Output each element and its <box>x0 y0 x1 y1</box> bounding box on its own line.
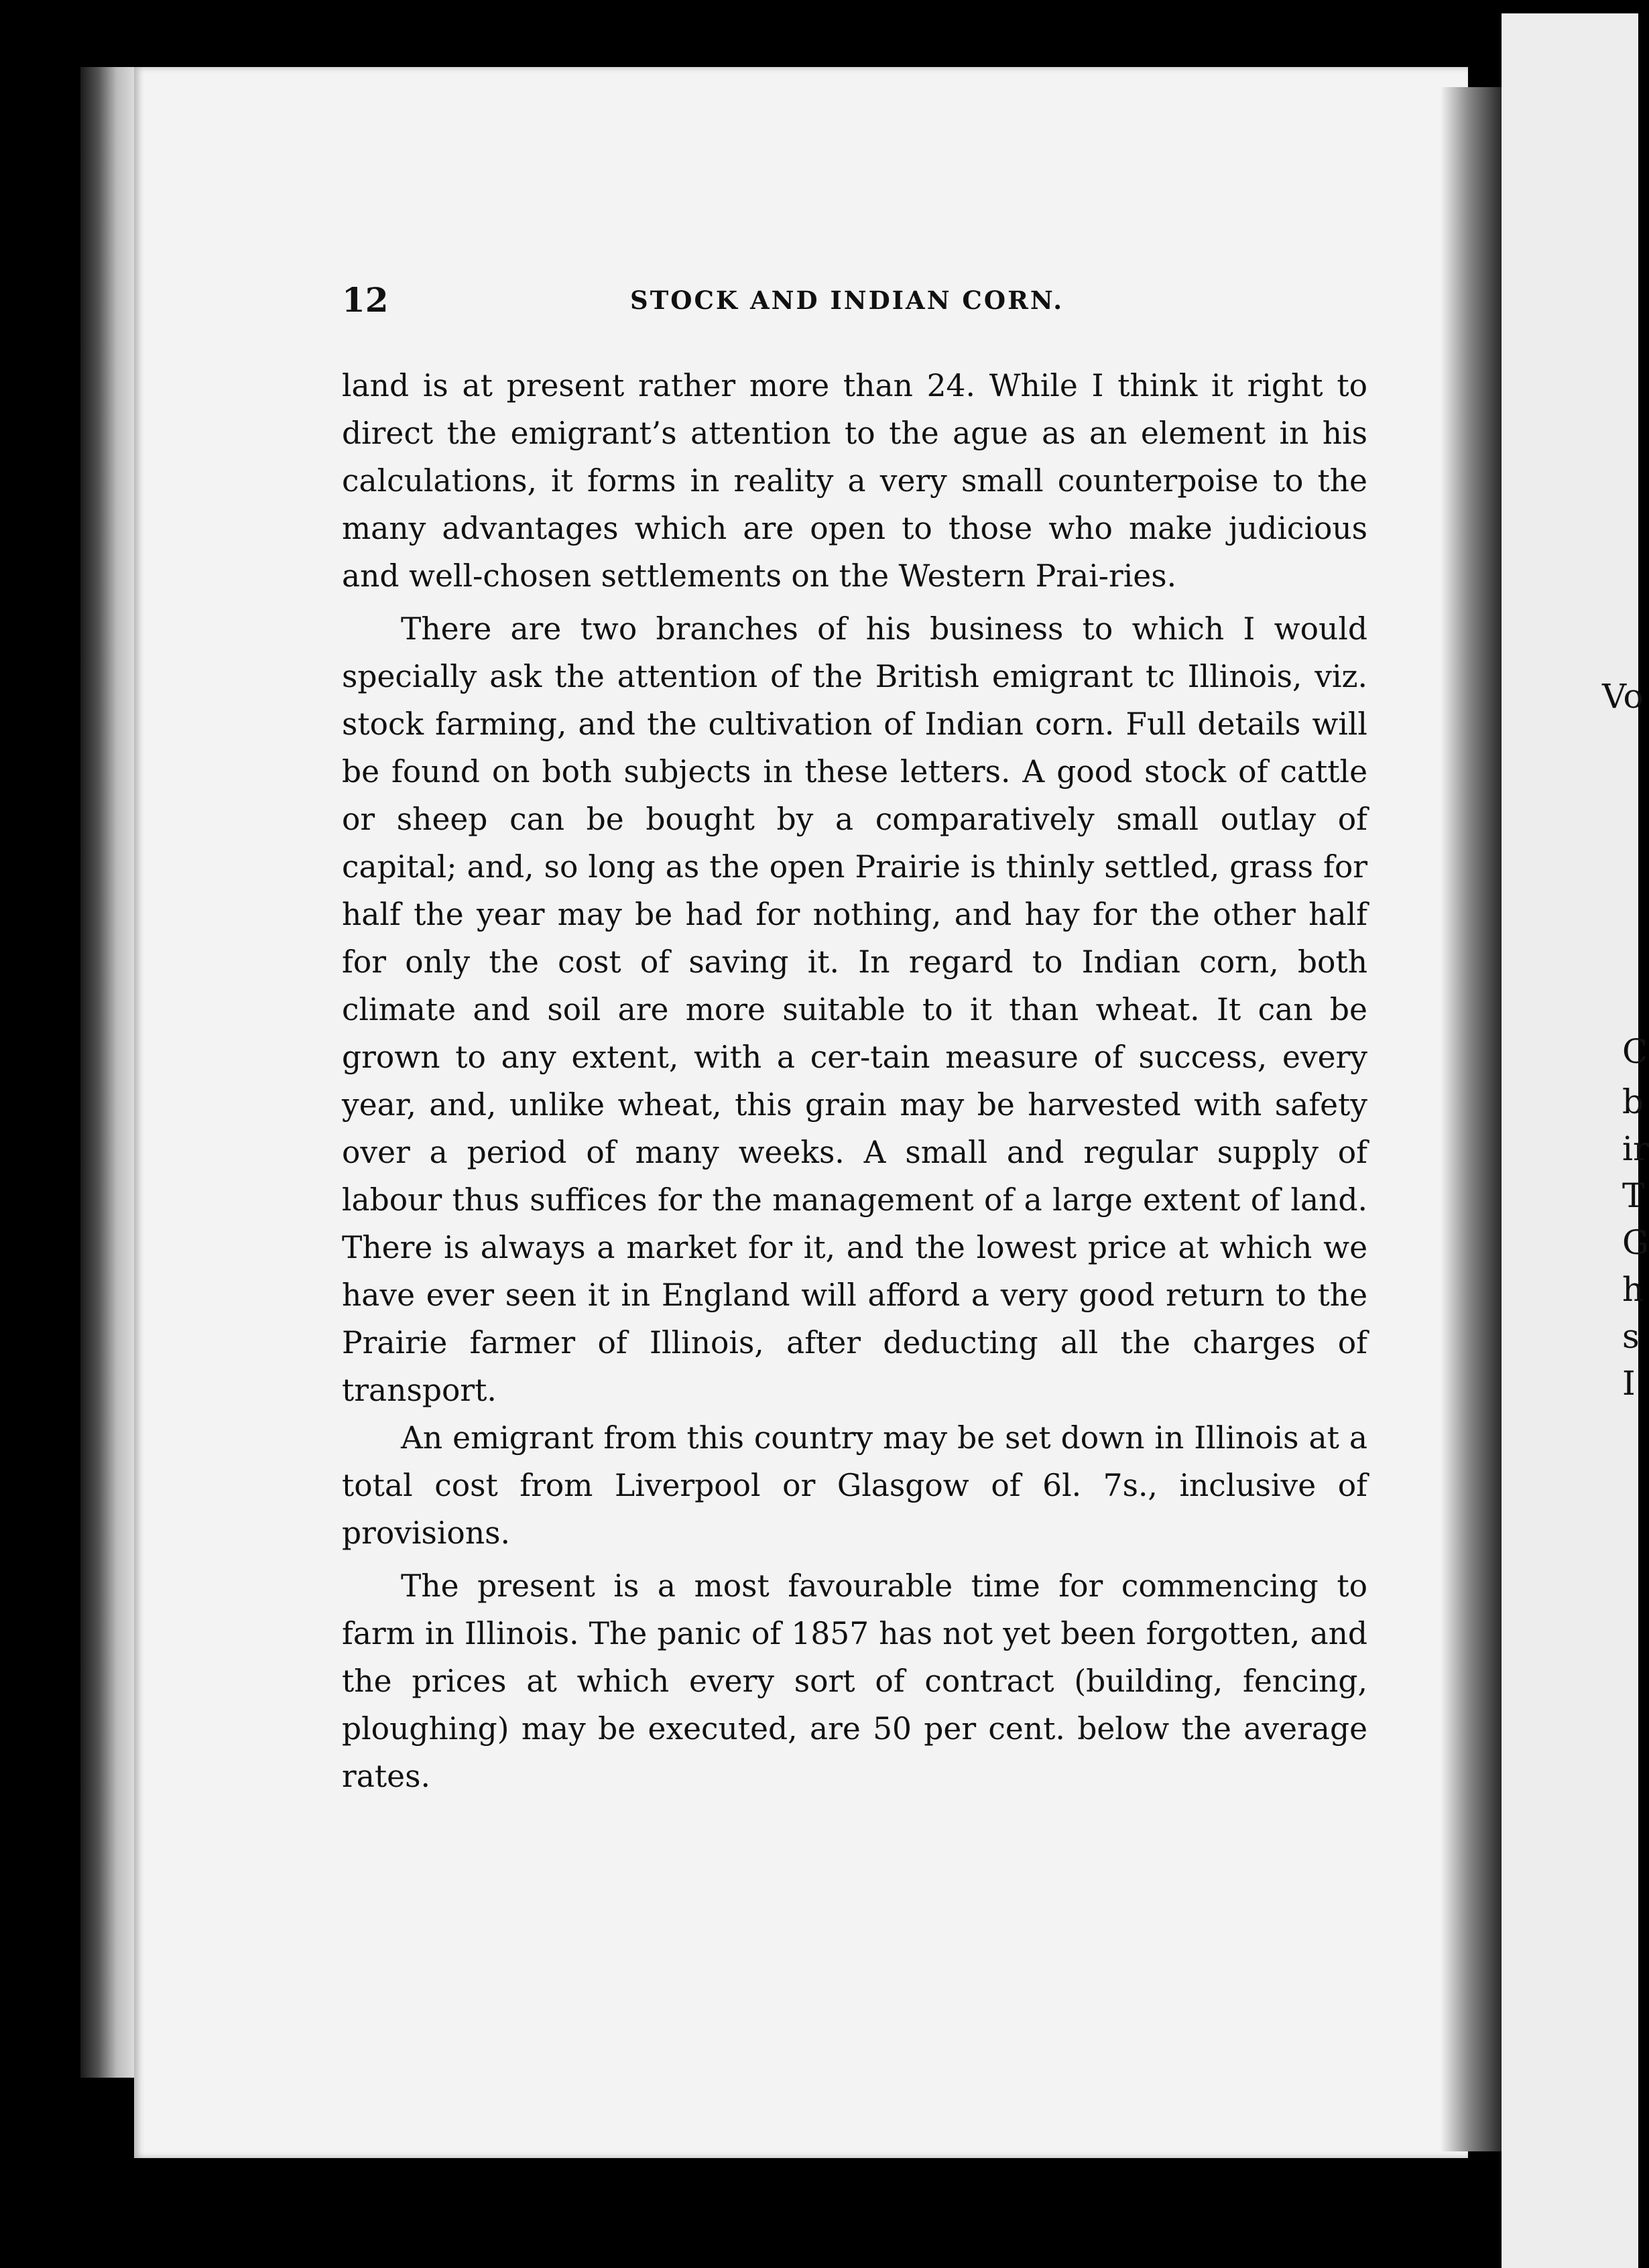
facing-page-fragments <box>1542 0 1649 2268</box>
page-number: 12 <box>342 280 389 320</box>
facing-fragment: G <box>1622 1223 1649 1262</box>
book-binding-edge <box>80 67 141 2078</box>
paragraph: An emigrant from this country may be set down in Illinois at a total cost from Liverpool or Glasgow of 6l. 7s., inclusive of provisions. <box>342 1420 1367 1551</box>
facing-fragment: T <box>1622 1176 1645 1215</box>
facing-fragment: C <box>1622 1032 1648 1071</box>
facing-fragment: Vo <box>1602 677 1644 716</box>
running-head <box>342 280 1367 327</box>
facing-fragment: h <box>1622 1270 1644 1309</box>
facing-fragment: I <box>1622 1364 1636 1403</box>
facing-fragment: s <box>1622 1317 1640 1356</box>
running-head-title: STOCK AND INDIAN CORN. <box>630 286 1064 315</box>
facing-fragment: b <box>1622 1082 1644 1121</box>
body-text <box>342 362 1367 1800</box>
paragraph: land is at present rather more than 24. While I think it right to direct the emigrant’s attention to the ague as an element in his calculations, it forms in reality a very small counterpoise to the many advantages which are open to those who make judicious and well-chosen settlements on the Western Prai-ries. <box>342 368 1367 594</box>
paragraph: There are two branches of his business to which I would specially ask the attention of the British emigrant tc Illinois, viz. stock farming, and the cultivation of Indian corn. Full details will be found on both subjects in these letters. A good stock of cattle or sheep can be bought by a comparatively small outlay of capital; and, so long as the open Prairie is thinly settled, grass for half the year may be had for nothing, and hay for the other half for only the cost of saving it. In regard to Indian corn, both climate and soil are more suitable to it than wheat. It can be grown to any extent, with a cer-tain measure of success, every year, and, unlike wheat, this grain may be harvested with safety over a period of many weeks. A small and regular supply of labour thus suffices for the management of a large extent of land. There is always a market for it, and the lowest price at which we have ever seen it in England will afford a very good return to the Prairie farmer of Illinois, after deducting all the charges of transport. <box>342 611 1367 1408</box>
facing-fragment: ir <box>1622 1129 1649 1168</box>
page-gutter-shadow <box>1441 87 1502 2151</box>
paragraph: The present is a most favourable time for commencing to farm in Illinois. The panic of 1857 has not yet been forgotten, and the prices at which every sort of contract (building, fencing, ploughing) may be executed, are 50 per cent. below the average rates. <box>342 1568 1367 1794</box>
